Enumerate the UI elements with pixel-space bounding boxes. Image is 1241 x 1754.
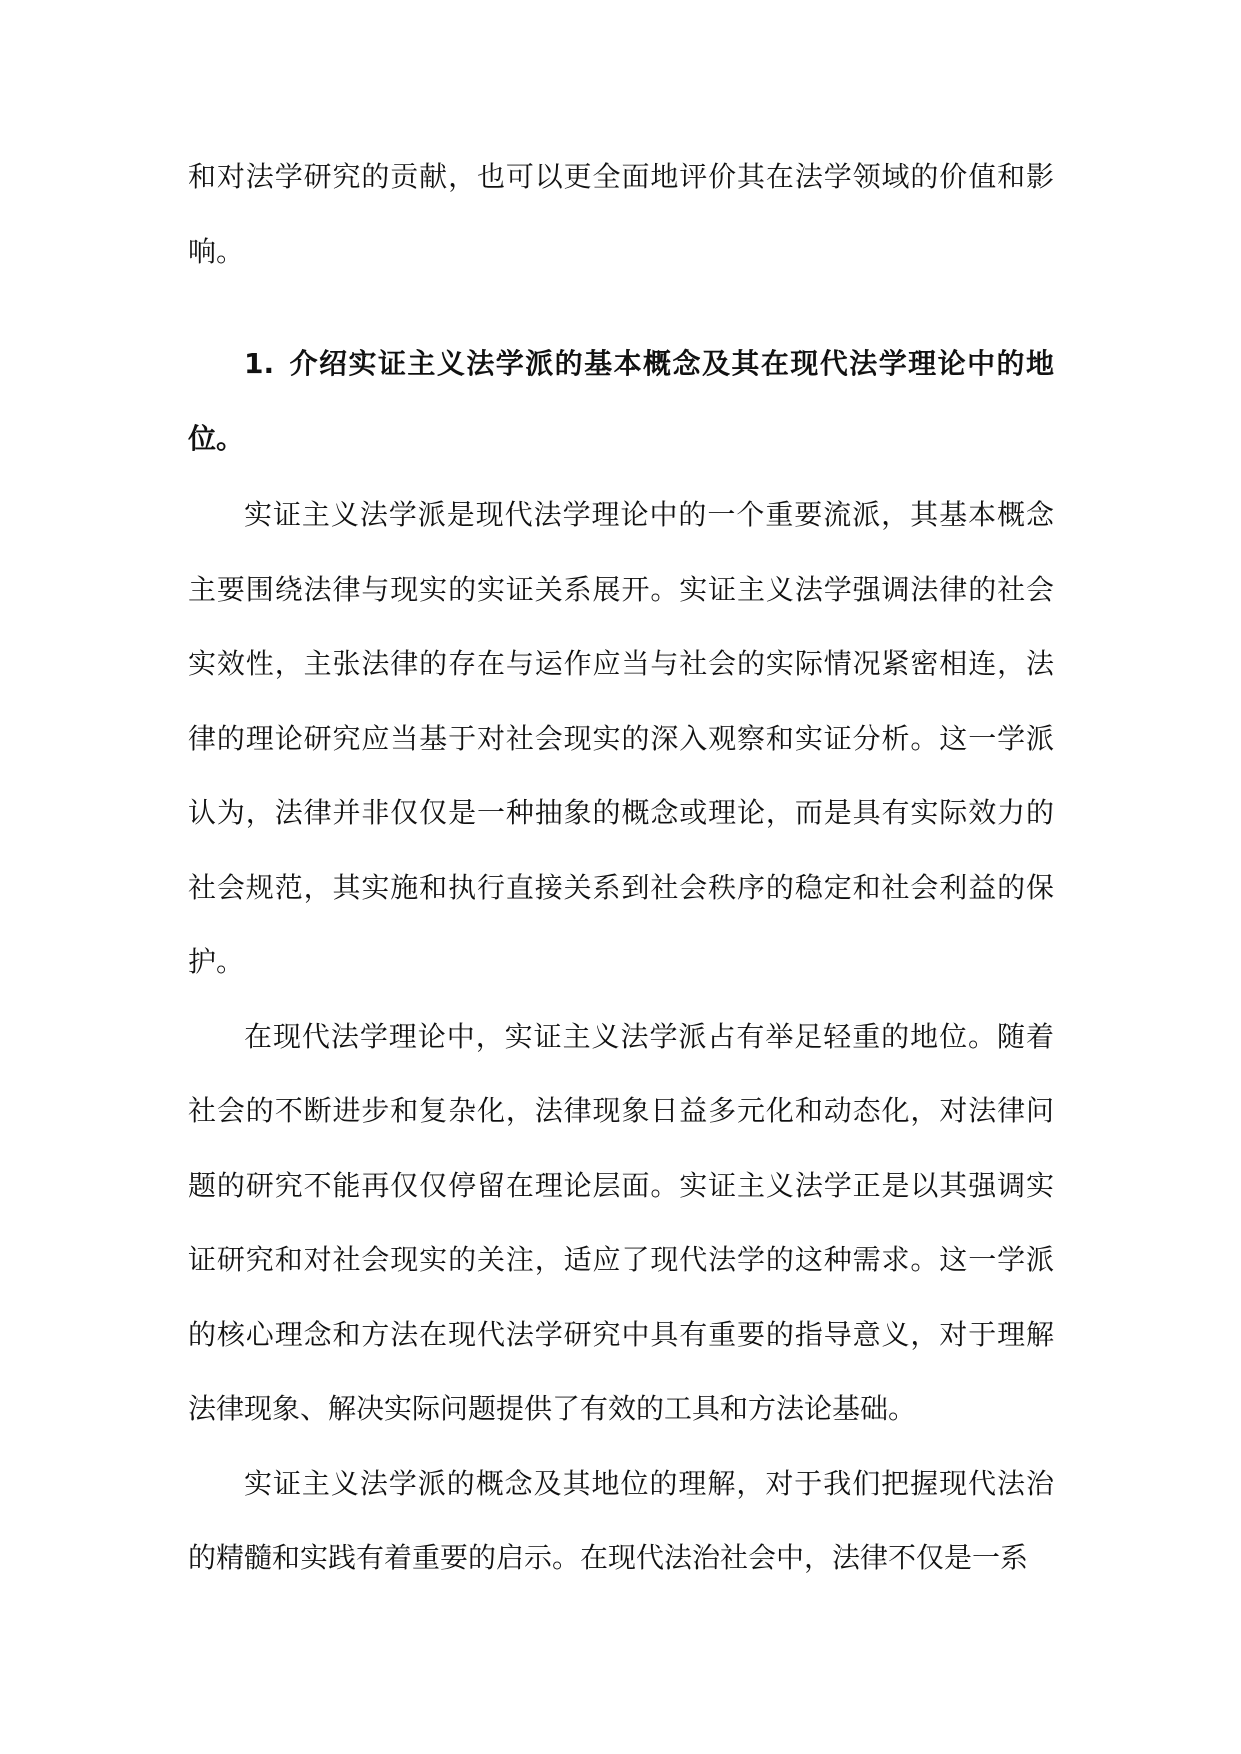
section-heading	[188, 327, 1054, 476]
document-body	[188, 140, 1054, 1596]
body-paragraph: 实证主义法学派是现代法学理论中的一个重要流派，其基本概念主要围绕法律与现实的实证关系展开。实证主义法学强调法律的社会实效性，主张法律的存在与运作应当与社会的实际情况紧密相连，法律的理论研究应当基于对社会现实的深入观察和实证分析。这一学派认为，法律并非仅仅是一种抽象的概念或理论，而是具有实际效力的社会规范，其实施和执行直接关系到社会秩序的稳定和社会利益的保护。	[188, 498, 1054, 978]
section-title: 介绍实证主义法学派的基本概念及其在现代法学理论中的地位。	[188, 347, 1054, 455]
body-paragraph: 在现代法学理论中，实证主义法学派占有举足轻重的地位。随着社会的不断进步和复杂化，法律现象日益多元化和动态化，对法律问题的研究不能再仅仅停留在理论层面。实证主义法学正是以其强调实证研究和对社会现实的关注，适应了现代法学的这种需求。这一学派的核心理念和方法在现代法学研究中具有重要的指导意义，对于理解法律现象、解决实际问题提供了有效的工具和方法论基础。	[188, 1019, 1054, 1425]
section-number: 1.	[244, 347, 275, 380]
body-paragraph: 实证主义法学派的概念及其地位的理解，对于我们把握现代法治的精髓和实践有着重要的启示。在现代法治社会中，法律不仅是一系	[188, 1466, 1054, 1574]
continuation-paragraph: 和对法学研究的贡献，也可以更全面地评价其在法学领域的价值和影响。	[188, 160, 1054, 268]
